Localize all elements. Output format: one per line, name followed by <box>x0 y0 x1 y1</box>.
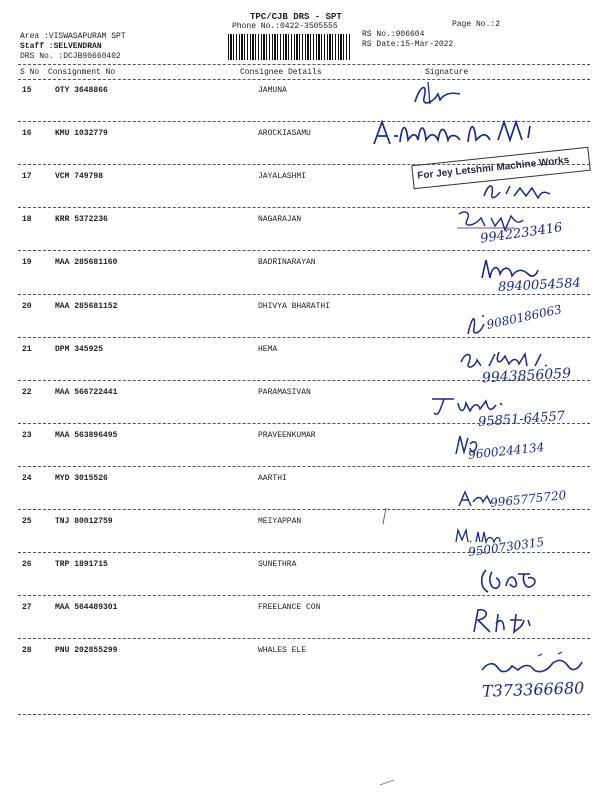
handwritten-phone-row-23: 9600244134 <box>467 440 545 462</box>
row-serial-number: 19 <box>22 258 32 267</box>
header-divider <box>18 64 590 65</box>
row-consignee-name: NAGARAJAN <box>258 215 302 224</box>
row-consignee-name: PARAMASIVAN <box>258 388 311 397</box>
row-divider <box>18 250 590 251</box>
handwritten-phone-row-18: 9942233416 <box>479 220 564 247</box>
row-consignee-name: SUNETHRA <box>258 560 297 569</box>
row-consignment-number: KMU 1032779 <box>55 129 108 138</box>
row-serial-number: 16 <box>22 129 32 138</box>
row-divider <box>18 337 590 338</box>
rs-number: RS No.:906604 <box>362 30 425 39</box>
row-consignment-number: OTY 3648866 <box>55 86 108 95</box>
signature-row-16 <box>370 114 560 156</box>
barcode-image <box>228 34 350 60</box>
row-consignee-name: BADRINARAYAN <box>258 258 316 267</box>
drs-number: DRS No. :DCJB90660402 <box>20 52 121 61</box>
signature-row-17 <box>480 180 560 206</box>
row-consignee-name: PRAVEENKUMAR <box>258 431 316 440</box>
row-serial-number: 23 <box>22 431 32 440</box>
handwritten-phone-row-25: 9500730315 <box>467 534 545 560</box>
row-serial-number: 22 <box>22 388 32 397</box>
column-header-divider <box>18 79 590 80</box>
row-consignee-name: JAYALASHMI <box>258 172 307 181</box>
row-consignment-number: VCM 749798 <box>55 172 104 181</box>
company-stamp: For Jey Letshmi Machine Works <box>411 147 591 189</box>
row-serial-number: 18 <box>22 215 32 224</box>
row-consignee-name: FREELANCE CON <box>258 603 321 612</box>
row-divider <box>18 466 590 467</box>
col-header-consignment: Consignment No <box>48 68 116 77</box>
col-header-signature: Signature <box>425 68 469 77</box>
row-consignment-number: MAA 285681152 <box>55 302 118 311</box>
signature-row-15 <box>410 80 470 114</box>
handwritten-phone-row-21: 9943856059 <box>481 365 572 387</box>
rs-date: RS Date:15-Mar-2022 <box>362 40 454 49</box>
handwritten-phone-row-22: 95851-64557 <box>477 408 566 431</box>
row-consignee-name: WHALES ELE <box>258 646 307 655</box>
stray-pen-mark <box>380 506 390 530</box>
row-consignment-number: TRP 1891715 <box>55 560 108 569</box>
row-consignee-name: JAMUNA <box>258 86 287 95</box>
handwritten-phone-row-28: T373366680 <box>481 678 585 701</box>
row-consignment-number: MAA 564489301 <box>55 603 118 612</box>
staff-label: Staff :SELVENDRAN <box>20 42 102 51</box>
row-consignment-number: DPM 345925 <box>55 345 104 354</box>
handwritten-phone-row-19: 8940054584 <box>497 275 582 296</box>
row-consignment-number: TNJ 80012759 <box>55 517 113 526</box>
row-serial-number: 15 <box>22 86 32 95</box>
row-serial-number: 24 <box>22 474 32 483</box>
row-consignee-name: MEIYAPPAN <box>258 517 302 526</box>
area-label: Area :VISWASAPURAM SPT <box>20 32 126 41</box>
row-consignment-number: MAA 563896495 <box>55 431 118 440</box>
row-divider <box>18 509 590 510</box>
row-serial-number: 17 <box>22 172 32 181</box>
row-consignment-number: MYD 3015526 <box>55 474 108 483</box>
row-consignee-name: HEMA <box>258 345 278 354</box>
row-serial-number: 25 <box>22 517 32 526</box>
row-serial-number: 26 <box>22 560 32 569</box>
page-number: Page No.:2 <box>452 20 501 29</box>
handwritten-phone-row-20: 9080186063 <box>485 302 563 332</box>
row-consignment-number: MAA 285681160 <box>55 258 118 267</box>
signature-row-26 <box>478 566 548 600</box>
row-serial-number: 21 <box>22 345 32 354</box>
phone-number: Phone No.:0422-3505555 <box>232 22 338 31</box>
row-consignee-name: AROCKIASAMU <box>258 129 311 138</box>
col-header-sno: S No <box>20 68 40 77</box>
handwritten-phone-row-24: 9965775720 <box>489 488 567 510</box>
row-consignment-number: PNU 202855299 <box>55 646 118 655</box>
row-consignee-name: DHIVYA BHARATHI <box>258 302 331 311</box>
document-title: TPC/CJB DRS - SPT <box>250 12 342 22</box>
signature-row-27 <box>470 606 550 640</box>
row-serial-number: 28 <box>22 646 32 655</box>
stray-pen-mark-bottom <box>378 772 398 791</box>
row-serial-number: 27 <box>22 603 32 612</box>
row-consignment-number: MAA 566722441 <box>55 388 118 397</box>
col-header-consignee: Consignee Details <box>240 68 322 77</box>
row-consignee-name: AARTHI <box>258 474 287 483</box>
row-consignment-number: KRR 5372236 <box>55 215 108 224</box>
table-bottom-divider <box>18 714 590 715</box>
row-serial-number: 20 <box>22 302 32 311</box>
